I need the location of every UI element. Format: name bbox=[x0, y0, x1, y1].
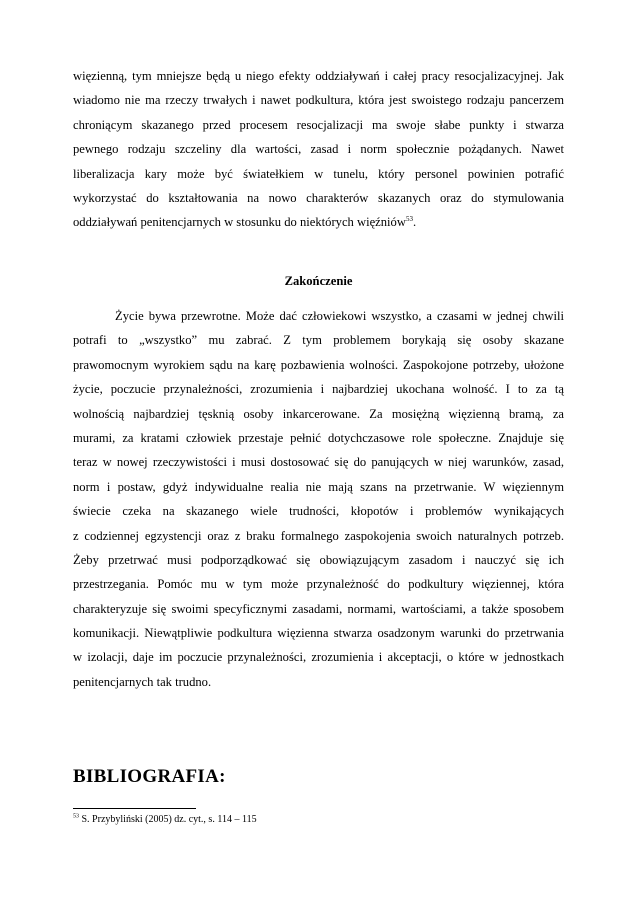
text-line: wiadomo nie ma rzeczy trwałych i nawet podkultura, która jest swoistego rodzaju pancerzem bbox=[73, 93, 564, 108]
text-line: charakteryzuje się swoimi specyficznymi zasadami, normami, wartościami, a także sposobem bbox=[73, 601, 564, 616]
text-line-content: oddziaływań penitencjarnych w stosunku do niektórych więźniów bbox=[73, 215, 406, 230]
text-line-last: penitencjarnych tak trudno. bbox=[73, 674, 212, 689]
text-line: w izolacji, daje im poczucie przynależności, zrozumienia i akceptacji, o które w jednostkach bbox=[73, 650, 564, 665]
text-line: wykorzystać do kształtowania na nowo charakterów skazanych oraz do stymulowania bbox=[73, 190, 564, 205]
text-line: świecie czeka na skazanego wiele trudności, kłopotów i problemów wynikających bbox=[73, 504, 564, 519]
text-line: potrafi to „wszystko” mu zabrać. Z tym problemem borykają się osoby skazane bbox=[73, 333, 564, 348]
paragraph-intro bbox=[73, 64, 564, 235]
footnote-reference[interactable]: 53 bbox=[405, 215, 413, 224]
footnote-text: S. Przybyliński (2005) dz. cyt., s. 114 – 115 bbox=[79, 814, 257, 825]
text-line: Żeby przetrwać musi podporządkować się obowiązującym zasadom i nauczyć się ich bbox=[73, 552, 564, 567]
text-line: teraz w nowej rzeczywistości i musi dostosować się do panujących w niej warunków, zasad, bbox=[73, 455, 564, 470]
paragraph-conclusion bbox=[73, 304, 564, 694]
section-heading-conclusion: Zakończenie bbox=[284, 274, 353, 288]
text-line: chroniącym skazanego przed procesem resocjalizacji ma swoje słabe punkty i stwarza bbox=[73, 117, 564, 132]
bibliography-heading: BIBLIOGRAFIA: bbox=[73, 766, 226, 787]
text-line: murami, za kratami człowiek przestaje pełnić dotychczasowe role społeczne. Znajduje się bbox=[73, 430, 564, 445]
text-line: z codziennej egzystencji oraz z braku formalnego zaspokojenia swoich naturalnych potrzeb. bbox=[73, 528, 564, 543]
text-line: pewnego rodzaju szczeliny dla wartości, zasad i norm społecznie pożądanych. Nawet bbox=[73, 142, 564, 157]
footnote bbox=[73, 813, 257, 827]
text-line: liberalizacja kary może być światełkiem w tunelu, który personel powinien potrafić bbox=[73, 166, 564, 181]
text-line: komunikacji. Niewątpliwie podkultura więzienna stwarza osadzonym warunki do przetrwania bbox=[73, 626, 564, 641]
text-line: norm i postaw, gdyż indywidualne realia nie mają szans na przetrwanie. W więziennym bbox=[73, 479, 564, 494]
text-line: prawomocnym wyrokiem sądu na karę pozbawienia wolności. Zaspokojone potrzeby, ułożone bbox=[73, 357, 564, 372]
footnote-number: 53 bbox=[73, 813, 79, 820]
text-line: życie, poczucie przynależności, zrozumienia i najbardziej ukochana wolność. I to za tą bbox=[73, 382, 564, 397]
text-line: przestrzegania. Pomóc mu w tym może przynależność do podkultury więziennej, która bbox=[73, 577, 564, 592]
text-line: wolnością najbardziej tęsknią osoby inkarcerowane. Za mosiężną więzienną bramą, za bbox=[73, 406, 564, 421]
text-line-last bbox=[73, 210, 564, 234]
sentence-end: . bbox=[412, 215, 417, 230]
footnote-separator bbox=[73, 808, 196, 809]
text-line: więzienną, tym mniejsze będą u niego efekty oddziaływań i całej pracy resocjalizacyjnej. Jak bbox=[73, 69, 564, 83]
text-line: Życie bywa przewrotne. Może dać człowiekowi wszystko, a czasami w jednej chwili bbox=[115, 309, 564, 323]
